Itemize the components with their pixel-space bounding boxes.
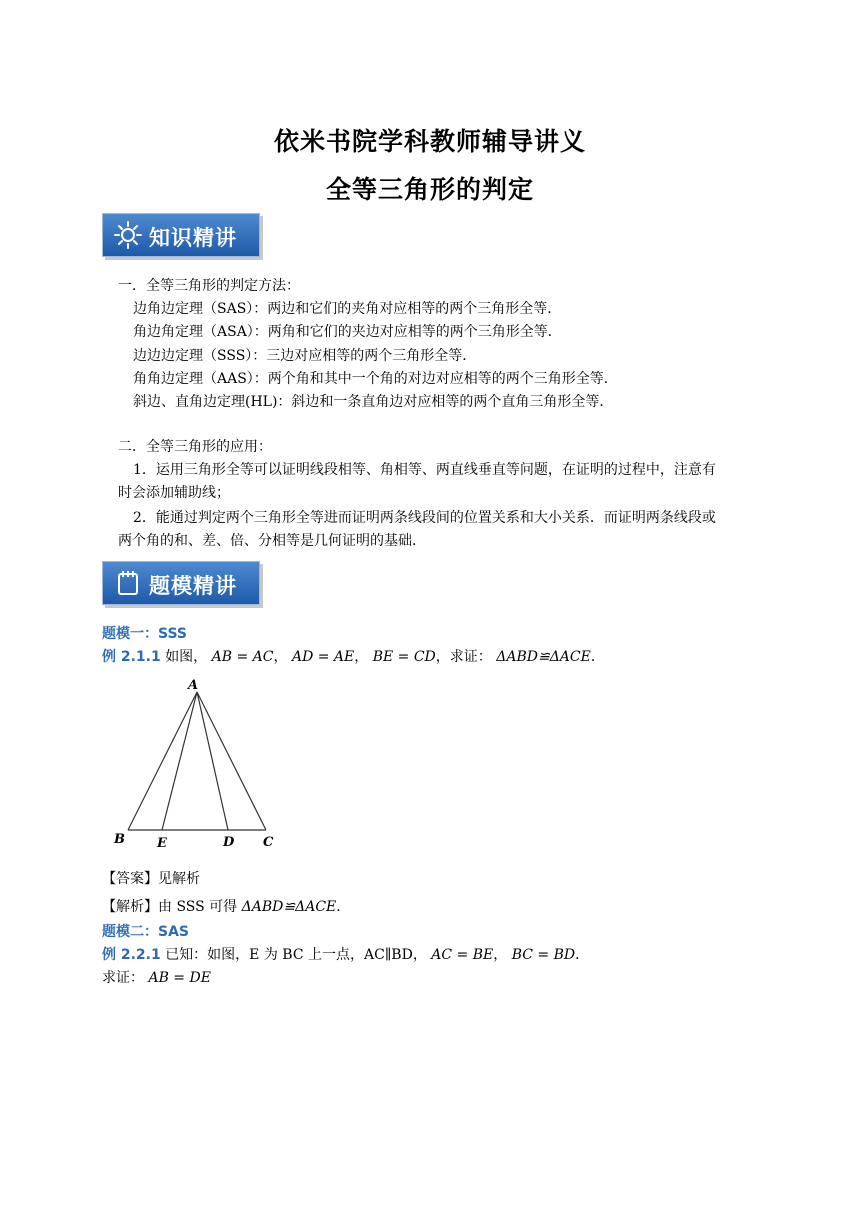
theorem-aas: 角角边定理（AAS）：两个角和其中一个角的对边对应相等的两个三角形全等．: [133, 371, 618, 387]
application2-line1: 2．能通过判定两个三角形全等进而证明两条线段间的位置关系和大小关系．而证明两条线段或: [133, 510, 716, 526]
answer-text: 见解析: [158, 871, 200, 887]
knowledge-banner-label: 知识精讲: [149, 226, 237, 250]
equation-be-cd: BE = CD: [372, 649, 436, 665]
example-number: 例 2.2.1: [102, 947, 161, 963]
answer-tag: 【答案】: [102, 871, 158, 887]
analysis-line: [102, 897, 350, 917]
analysis-text: 由 SSS 可得: [158, 899, 238, 915]
example-2-1-1: [102, 647, 605, 667]
example-number: 例 2.1.1: [102, 649, 161, 665]
theorem-sss: 边边边定理（SSS）：三边对应相等的两个三角形全等．: [133, 348, 477, 364]
theorem-sas: 边角边定理（SAS）：两边和它们的夹角对应相等的两个三角形全等．: [133, 301, 562, 317]
point-d-label: D: [223, 835, 235, 850]
period: ．: [336, 899, 351, 915]
model-banner: [102, 561, 260, 605]
model2-label: 题模二：SAS: [102, 924, 190, 940]
equation-ad-ae: AD = AE: [291, 649, 355, 665]
triangle-figure: [110, 676, 290, 854]
knowledge-banner: [102, 213, 260, 257]
example-2-2-1: [102, 945, 589, 965]
point-e-label: E: [157, 836, 167, 851]
model1-label: 题模一：SSS: [102, 626, 187, 642]
theorem-hl: 斜边、直角边定理(HL)：斜边和一条直角边对应相等的两个直角三角形全等．: [133, 394, 614, 410]
analysis-tag: 【解析】: [102, 899, 158, 915]
prove-lead: ，求证：: [435, 649, 492, 665]
lightbulb-icon: [113, 220, 143, 250]
point-c-label: C: [263, 835, 274, 850]
prove-line: [102, 968, 211, 988]
separator: ，: [493, 947, 508, 963]
answer-line: [102, 869, 200, 889]
example-lead: 如图，: [165, 649, 208, 665]
prove-goal: AB = DE: [148, 970, 211, 986]
segment-ad: [197, 692, 228, 830]
theorem-asa: 角边角定理（ASA）：两角和它们的夹边对应相等的两个三角形全等．: [133, 324, 562, 340]
period: ．: [575, 947, 590, 963]
example-lead: 已知：如图，E 为 BC 上一点，AC∥BD，: [165, 947, 427, 963]
document-title: 依米书院学科教师辅导讲义: [273, 127, 586, 156]
notebook-icon: [113, 568, 143, 598]
point-a-label: A: [188, 678, 199, 693]
model-banner-label: 题模精讲: [149, 574, 237, 598]
application1-line1: 1．运用三角形全等可以证明线段相等、角相等、两直线垂直等问题，在证明的过程中，注意有: [133, 462, 716, 478]
equation-ac-be: AC = BE: [431, 947, 494, 963]
prove-lead: 求证：: [102, 970, 144, 986]
application2-line2: 两个角的和、差、倍、分相等是几何证明的基础．: [118, 533, 426, 549]
section2-heading: 二．全等三角形的应用：: [118, 439, 272, 455]
point-b-label: B: [114, 832, 125, 847]
equation-ab-ac: AB = AC: [211, 649, 274, 665]
congruence-goal: ΔABD≌ΔACE: [496, 649, 591, 665]
application1-line2: 时会添加辅助线；: [118, 485, 230, 501]
analysis-goal: ΔABD≌ΔACE: [241, 899, 337, 915]
section1-heading: 一．全等三角形的判定方法：: [118, 278, 300, 294]
document-subtitle: 全等三角形的判定: [325, 175, 534, 204]
separator: ，: [354, 649, 369, 665]
segment-ac: [197, 692, 266, 830]
segment-ae: [162, 692, 197, 830]
separator: ，: [273, 649, 288, 665]
period: ．: [590, 649, 605, 665]
equation-bc-bd: BC = BD: [511, 947, 576, 963]
segment-ab: [128, 692, 197, 830]
